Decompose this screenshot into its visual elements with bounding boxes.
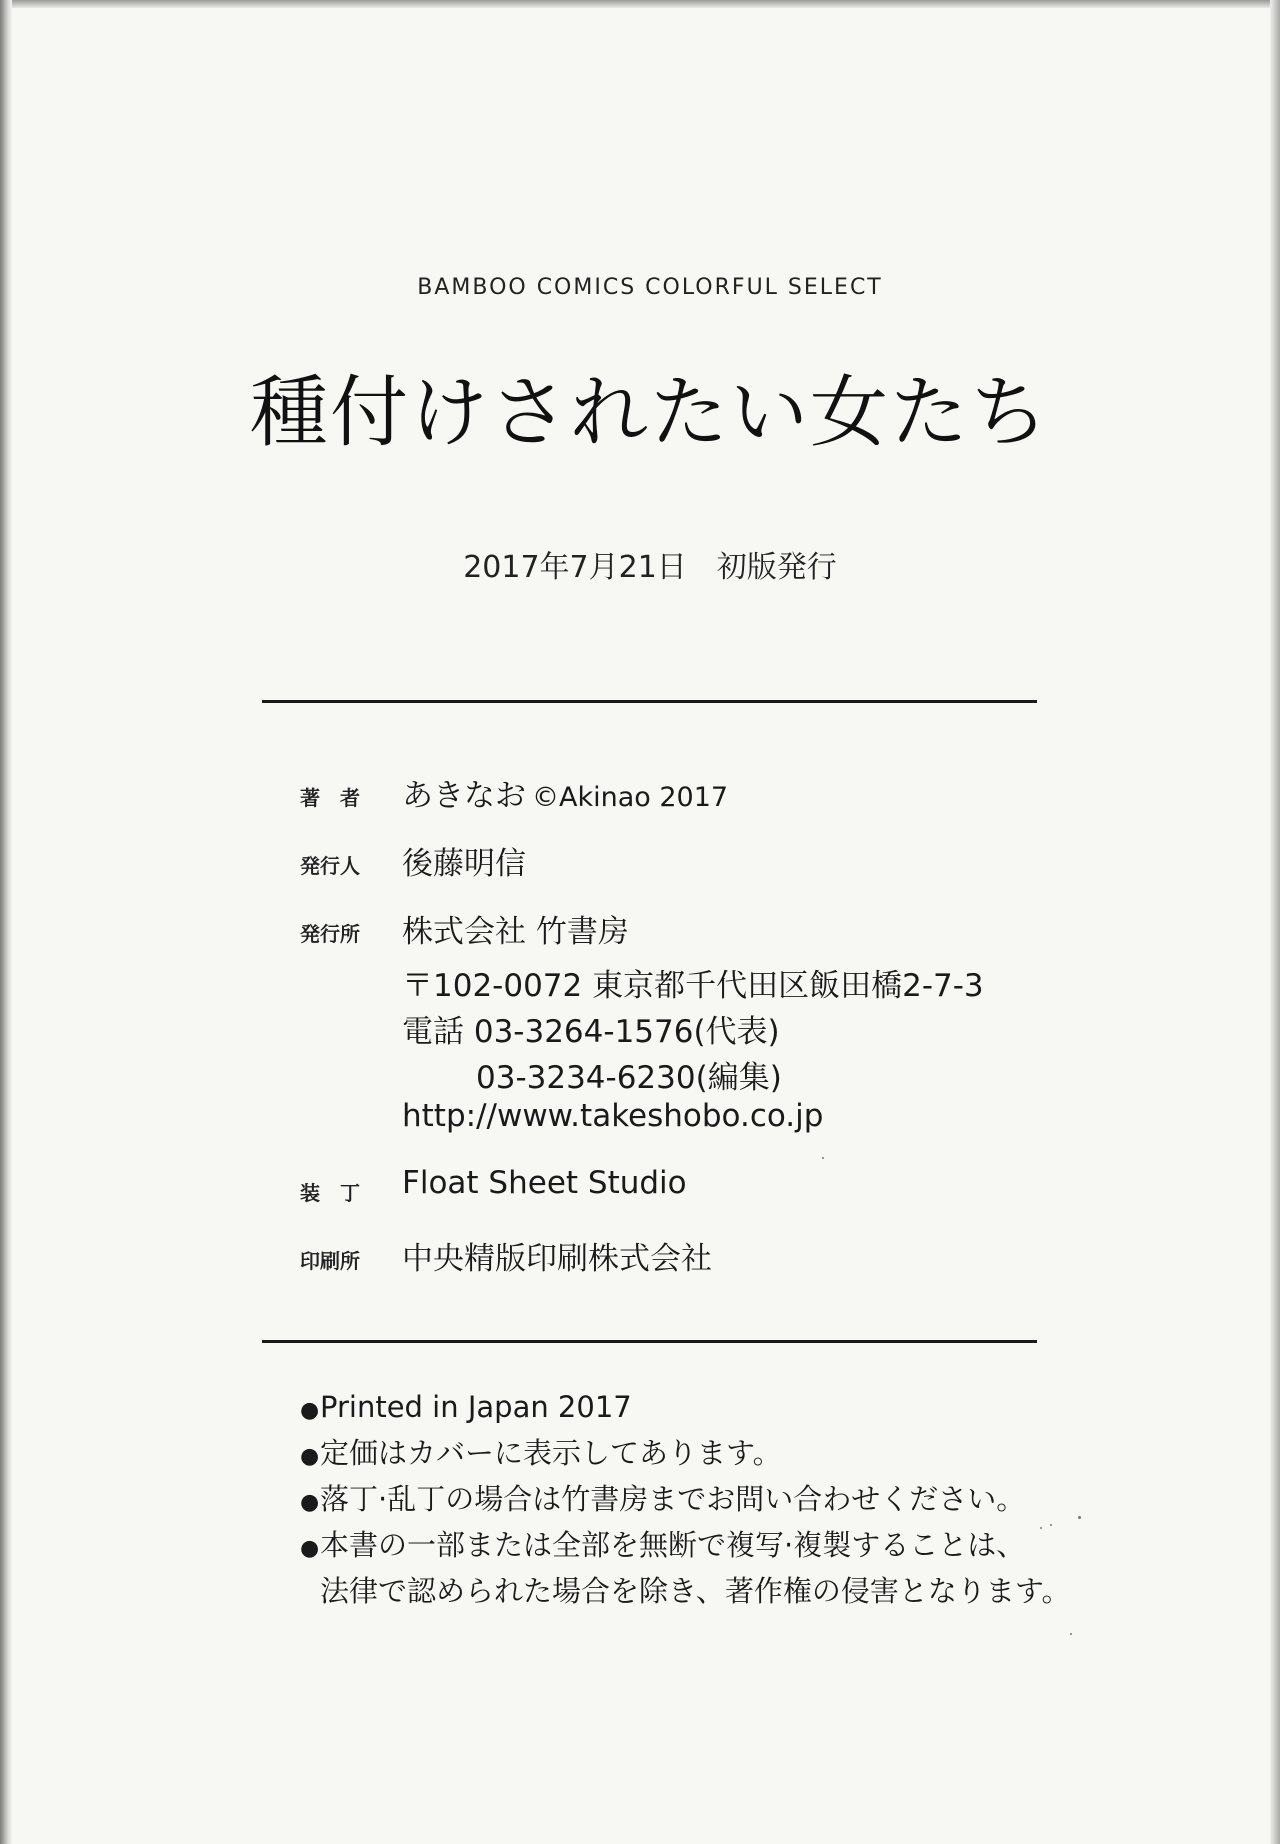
note-item: [300, 1522, 1060, 1568]
bullet-icon: ●: [300, 1444, 320, 1469]
note-text: Printed in Japan 2017: [320, 1390, 632, 1424]
divider-bottom: [262, 1340, 1037, 1343]
notes-list: [300, 1384, 1071, 1614]
book-title: 種付けされたい女たち: [249, 368, 1050, 458]
note-text: 本書の一部または全部を無断で複写·複製することは、: [320, 1528, 1026, 1562]
author-line: [402, 770, 728, 815]
note-item: [300, 1476, 1060, 1522]
design-studio: Float Sheet Studio: [402, 1165, 687, 1201]
edition-date: 2017年7月21日 初版発行: [463, 550, 837, 585]
copyright-notice: ©Akinao 2017: [532, 782, 729, 813]
website-link[interactable]: http://www.takeshobo.co.jp: [402, 1098, 824, 1134]
printer-name: 中央精版印刷株式会社: [402, 1241, 712, 1277]
publishing-house-label: 発行所: [300, 922, 360, 946]
bullet-icon: ●: [300, 1536, 320, 1561]
bullet-icon: ●: [300, 1398, 320, 1423]
divider-top: [262, 700, 1037, 703]
series-name: BAMBOO COMICS COLORFUL SELECT: [417, 275, 883, 300]
note-item: [300, 1384, 1060, 1430]
phone-main: 電話 03-3264-1576(代表): [402, 1014, 780, 1050]
note-item: [300, 1430, 1060, 1476]
publishing-house-name: 株式会社 竹書房: [402, 914, 629, 950]
note-text: 法律で認められた場合を除き、著作権の侵害となります。: [320, 1574, 1071, 1608]
printer-label: 印刷所: [300, 1249, 360, 1273]
publisher-name: 後藤明信: [402, 846, 526, 882]
paper-speck: [822, 1157, 824, 1159]
phone-editorial: 03-3234-6230(編集): [476, 1060, 782, 1096]
note-text: 落丁·乱丁の場合は竹書房までお問い合わせください。: [320, 1482, 1026, 1516]
note-item-continued: [300, 1568, 1071, 1614]
author-name: あきなお: [402, 778, 526, 814]
paper-speck: [1040, 1527, 1042, 1529]
note-text: 定価はカバーに表示してあります。: [320, 1436, 782, 1470]
paper-speck: [1070, 1633, 1072, 1635]
design-label: 装 丁: [300, 1181, 360, 1205]
paper-speck: [1078, 1516, 1081, 1519]
page-edge-top: [0, 0, 1280, 8]
bullet-icon: ●: [300, 1490, 320, 1515]
paper-speck: [1050, 1524, 1052, 1526]
publisher-label: 発行人: [300, 854, 360, 878]
author-label: 著 者: [300, 786, 360, 810]
publishing-house-address: 〒102-0072 東京都千代田区飯田橋2-7-3: [402, 968, 984, 1004]
